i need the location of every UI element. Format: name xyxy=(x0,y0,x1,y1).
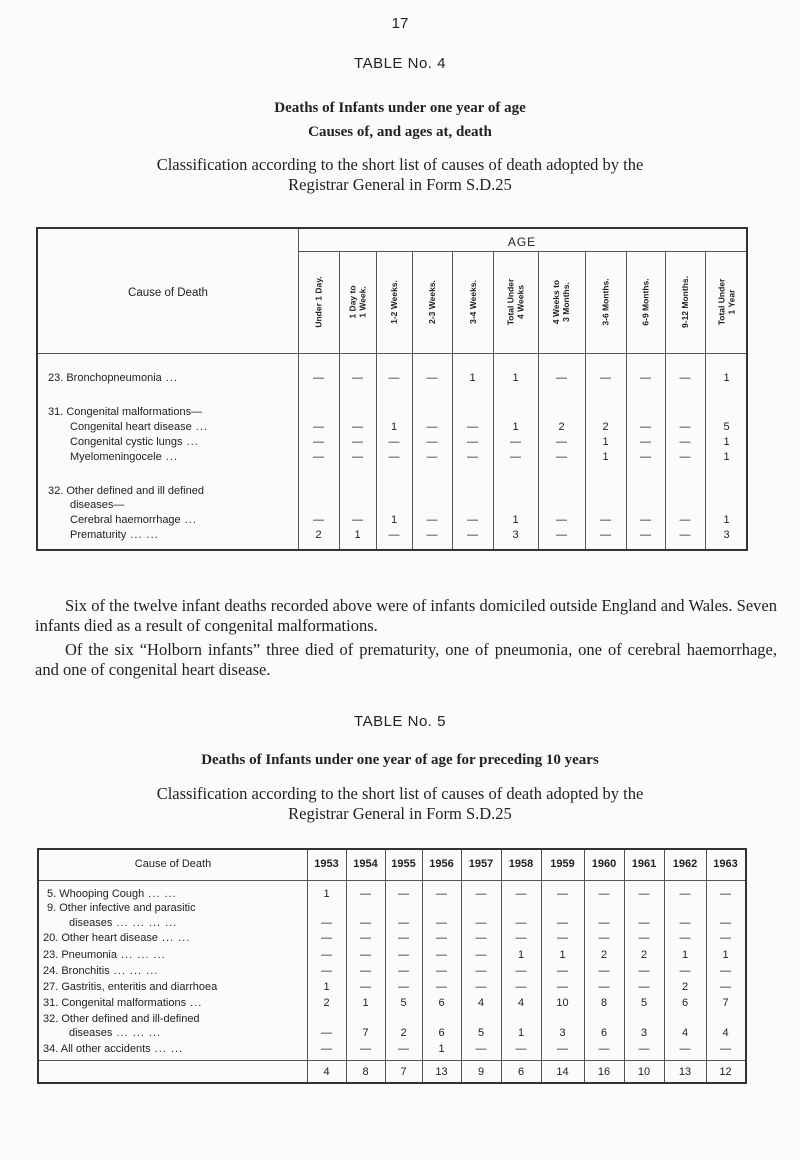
table-cell: — xyxy=(598,1043,610,1055)
table-cell: — xyxy=(436,981,447,993)
table-cell: — xyxy=(679,965,691,977)
table-cell: — xyxy=(475,888,487,900)
table-cell: 1 xyxy=(723,436,730,448)
table-cell: 6 xyxy=(681,997,689,1009)
row-label xyxy=(48,406,202,418)
table5-cause-header: Cause of Death xyxy=(134,858,212,870)
table-cell: 2 xyxy=(600,949,608,961)
table-cell: — xyxy=(467,451,478,463)
table-cell: — xyxy=(313,451,324,463)
table-cell: — xyxy=(515,965,527,977)
table-cell: — xyxy=(352,372,363,384)
table-cell: — xyxy=(352,514,363,526)
table-cell: — xyxy=(321,1043,332,1055)
table5-subtitle: Deaths of Infants under one year of age for preceding 10 years xyxy=(201,752,599,768)
table-cell: — xyxy=(679,888,691,900)
table-cell: 1 xyxy=(681,949,689,961)
table-cell: 1 xyxy=(390,514,398,526)
row-label-text: diseases xyxy=(69,917,113,929)
table-cell: — xyxy=(556,372,567,384)
column-header xyxy=(705,253,748,351)
table-cell: — xyxy=(598,981,610,993)
leader-dots: ... xyxy=(186,997,203,1009)
table-cell: 1 xyxy=(512,421,519,433)
table5-title: TABLE No. 5 xyxy=(354,713,446,730)
column-header xyxy=(376,253,412,351)
table-cell: — xyxy=(679,932,691,944)
table-cell: — xyxy=(679,436,691,448)
table-cell: — xyxy=(467,421,478,433)
table-cell: — xyxy=(640,372,651,384)
table-cell: — xyxy=(398,981,409,993)
table-cell: 1 xyxy=(512,514,519,526)
table-cell: — xyxy=(313,514,324,526)
table-cell: — xyxy=(388,372,400,384)
column-header-label: 6-9 Months. xyxy=(640,278,651,326)
table-cell: 5 xyxy=(477,1027,485,1039)
column-header-label: Total Under 1 Year xyxy=(716,278,737,326)
table-cell: — xyxy=(515,888,527,900)
table-cell: — xyxy=(321,1027,332,1039)
leader-dots: ... ... ... xyxy=(109,965,159,977)
column-header xyxy=(339,253,376,351)
table-cell: — xyxy=(398,949,409,961)
table-cell: — xyxy=(679,421,691,433)
table-cell: — xyxy=(598,917,610,929)
row-label xyxy=(70,529,159,541)
leader-dots: ... ... ... xyxy=(112,1027,162,1039)
table-cell: — xyxy=(679,917,691,929)
table-cell: — xyxy=(426,436,438,448)
table-cell: — xyxy=(556,529,567,541)
leader-dots: ... ... xyxy=(150,1043,184,1055)
total-cell: 10 xyxy=(637,1066,651,1078)
column-header-label: 1 Day to 1 Week. xyxy=(347,285,368,319)
table-cell: — xyxy=(515,932,527,944)
totals-divider xyxy=(39,1060,745,1061)
table-cell: — xyxy=(321,949,332,961)
table-cell: — xyxy=(557,917,568,929)
paragraph-2: Of the six “Holborn infants” three died of prematurity, one of pneumonia, one of cerebral haemorrhage, and one of congenital heart disease. xyxy=(35,640,777,679)
row-label-text: 20. Other heart disease xyxy=(43,932,158,944)
leader-dots: ... xyxy=(182,436,199,448)
column-header-label: 3-4 Weeks. xyxy=(467,280,478,324)
table-cell: 7 xyxy=(722,997,729,1009)
table-cell: — xyxy=(426,529,438,541)
row-label-text: Prematurity xyxy=(70,529,127,541)
table-cell: — xyxy=(360,1043,371,1055)
row-label xyxy=(69,1027,161,1039)
table-cell: — xyxy=(360,888,371,900)
table-cell: 1 xyxy=(438,1043,445,1055)
age-divider xyxy=(298,251,746,252)
table-cell: 6 xyxy=(600,1027,608,1039)
table-cell: — xyxy=(475,949,487,961)
row-label-text: 23. Bronchopneumonia xyxy=(48,372,162,384)
table-cell: — xyxy=(720,1043,731,1055)
table-cell: 1 xyxy=(323,888,330,900)
table-cell: 4 xyxy=(477,997,485,1009)
table-cell: 2 xyxy=(558,421,565,433)
table-cell: — xyxy=(556,451,567,463)
row-label xyxy=(70,421,208,433)
leader-dots: ... ... xyxy=(126,529,159,541)
table-cell: — xyxy=(600,372,611,384)
header-divider xyxy=(38,353,746,354)
row-label xyxy=(70,499,124,511)
column-header-label: 2-3 Weeks. xyxy=(427,280,438,324)
page-number: 17 xyxy=(391,15,409,32)
table-cell: — xyxy=(398,1043,409,1055)
table-cell: 1 xyxy=(602,436,609,448)
table-cell: 1 xyxy=(517,1027,525,1039)
table-cell: — xyxy=(388,529,400,541)
table-cell: — xyxy=(638,1043,650,1055)
table-cell: — xyxy=(679,372,691,384)
table-cell: — xyxy=(638,917,650,929)
table-cell: — xyxy=(321,965,332,977)
table-cell: — xyxy=(515,1043,527,1055)
table-cell: — xyxy=(557,932,568,944)
table-cell: 6 xyxy=(438,997,445,1009)
column-header xyxy=(585,253,626,351)
table-cell: 1 xyxy=(390,421,398,433)
table-cell: 3 xyxy=(640,1027,648,1039)
year-header: 1956 xyxy=(429,858,454,870)
total-cell: 13 xyxy=(678,1066,692,1078)
table-cell: — xyxy=(436,932,447,944)
table-cell: — xyxy=(475,981,487,993)
column-header-label: 4 Weeks to 3 Months. xyxy=(551,279,572,325)
table-cell: — xyxy=(556,436,567,448)
table-cell: — xyxy=(557,888,568,900)
year-header: 1957 xyxy=(468,858,494,870)
row-label-text: diseases— xyxy=(70,499,125,511)
table-cell: — xyxy=(426,514,438,526)
table-cell: — xyxy=(720,981,731,993)
table-cell: 5 xyxy=(723,421,730,433)
total-cell: 7 xyxy=(400,1066,407,1078)
table-cell: — xyxy=(360,949,371,961)
column-header-label: Under 1 Day. xyxy=(313,276,324,328)
table-cell: — xyxy=(557,981,568,993)
year-header: 1962 xyxy=(672,858,698,870)
table-cell: — xyxy=(388,451,400,463)
row-label-text: Congenital heart disease xyxy=(70,421,192,433)
row-label xyxy=(48,485,204,497)
table-cell: 1 xyxy=(723,372,730,384)
table-cell: — xyxy=(600,529,611,541)
table-cell: — xyxy=(360,932,371,944)
year-header: 1954 xyxy=(353,858,378,870)
table-cell: — xyxy=(640,421,651,433)
table-cell: 1 xyxy=(362,997,369,1009)
row-label-text: Myelomeningocele xyxy=(70,451,162,463)
table-cell: — xyxy=(436,917,447,929)
table-cell: 5 xyxy=(640,997,648,1009)
table-cell: — xyxy=(557,965,568,977)
table5 xyxy=(37,848,747,1084)
row-label-text: 31. Congenital malformations xyxy=(43,997,187,1009)
table4-title: TABLE No. 4 xyxy=(354,55,446,72)
table-cell: — xyxy=(640,436,651,448)
total-cell: 16 xyxy=(597,1066,611,1078)
table-cell: — xyxy=(556,514,567,526)
table-cell: — xyxy=(398,917,409,929)
table-cell: 4 xyxy=(681,1027,689,1039)
row-label xyxy=(43,981,217,993)
table-cell: 1 xyxy=(722,949,729,961)
table-cell: — xyxy=(360,981,371,993)
table-cell: 1 xyxy=(602,451,609,463)
row-label xyxy=(43,932,190,944)
table-cell: — xyxy=(352,451,363,463)
row-label xyxy=(70,436,199,448)
total-cell: 8 xyxy=(362,1066,369,1078)
leader-dots: ... xyxy=(161,372,178,384)
table-cell: — xyxy=(467,529,478,541)
table-cell: — xyxy=(398,888,409,900)
table5-classification-2: Registrar General in Form S.D.25 xyxy=(288,804,512,823)
table-cell: 3 xyxy=(559,1027,566,1039)
column-header xyxy=(626,253,665,351)
row-label xyxy=(43,949,166,961)
table-cell: — xyxy=(475,932,487,944)
leader-dots: ... ... xyxy=(157,932,191,944)
row-label-text: 23. Pneumonia xyxy=(43,949,117,961)
row-label-text: 9. Other infective and parasitic xyxy=(47,902,196,914)
row-label-text: 5. Whooping Cough xyxy=(47,888,145,900)
table-cell: 5 xyxy=(400,997,407,1009)
row-label xyxy=(70,514,197,526)
column-header xyxy=(452,253,493,351)
table-cell: 1 xyxy=(469,372,476,384)
row-label xyxy=(69,917,177,929)
table-cell: — xyxy=(360,965,371,977)
column-header-label: Total Under 4 Weeks xyxy=(505,278,526,326)
table4 xyxy=(36,227,748,551)
table-cell: — xyxy=(598,965,610,977)
table-cell: — xyxy=(426,421,438,433)
paragraph-1: Six of the twelve infant deaths recorded above were of infants domiciled outside England and Wales. Seven infants died as a result of congenital malformations. xyxy=(35,596,777,635)
table-cell: — xyxy=(598,888,610,900)
table-cell: — xyxy=(436,965,447,977)
row-label xyxy=(43,1013,200,1025)
table-cell: — xyxy=(679,451,691,463)
table-cell: 1 xyxy=(723,514,730,526)
total-cell: 12 xyxy=(719,1066,732,1078)
leader-dots: ... xyxy=(180,514,197,526)
table-cell: — xyxy=(352,436,363,448)
row-label-text: 34. All other accidents xyxy=(43,1043,151,1055)
table-cell: — xyxy=(515,981,527,993)
cause-of-death-header: Cause of Death xyxy=(128,287,208,299)
table-cell: — xyxy=(720,917,731,929)
table-cell: — xyxy=(360,917,371,929)
table-cell: 8 xyxy=(600,997,608,1009)
table-cell: — xyxy=(640,529,651,541)
table-cell: — xyxy=(679,1043,691,1055)
year-header: 1960 xyxy=(591,858,617,870)
row-label xyxy=(47,902,196,914)
total-cell: 4 xyxy=(323,1066,330,1078)
table-cell: 4 xyxy=(722,1027,729,1039)
year-header: 1955 xyxy=(391,858,416,870)
table-cell: — xyxy=(679,514,691,526)
column-header-label: 1-2 Weeks. xyxy=(389,280,400,324)
table-cell: — xyxy=(313,421,324,433)
table-cell: — xyxy=(352,421,363,433)
leader-dots: ... ... ... ... xyxy=(112,917,178,929)
table-cell: 3 xyxy=(723,529,730,541)
table4-classification-1: Classification according to the short list of causes of death adopted by the xyxy=(156,155,644,174)
column-header-label: 3-6 Months. xyxy=(600,278,611,326)
row-label xyxy=(43,997,202,1009)
row-label-text: diseases xyxy=(69,1027,113,1039)
table-cell: — xyxy=(679,529,691,541)
row-label-text: 31. Congenital malformations— xyxy=(48,406,203,418)
row-label-text: Cerebral haemorrhage xyxy=(70,514,181,526)
year-header: 1959 xyxy=(550,858,575,870)
row-label-text: 32. Other defined and ill defined xyxy=(48,485,204,497)
row-label-text: 27. Gastritis, enteritis and diarrhoea xyxy=(43,981,218,993)
table-cell: — xyxy=(598,932,610,944)
row-label xyxy=(48,372,178,384)
table4-subtitle-2: Causes of, and ages at, death xyxy=(308,124,492,140)
total-cell: 6 xyxy=(517,1066,525,1078)
row-label xyxy=(43,1043,183,1055)
table-cell: 2 xyxy=(640,949,648,961)
table-cell: 10 xyxy=(556,997,569,1009)
header-divider xyxy=(39,880,745,881)
leader-dots: ... ... xyxy=(144,888,177,900)
table-cell: — xyxy=(321,917,332,929)
table-cell: 1 xyxy=(517,949,525,961)
leader-dots: ... xyxy=(191,421,208,433)
table-cell: — xyxy=(388,436,400,448)
total-cell: 13 xyxy=(435,1066,448,1078)
table4-subtitle-1: Deaths of Infants under one year of age xyxy=(274,100,526,116)
table-cell: 4 xyxy=(517,997,525,1009)
column-header xyxy=(493,253,538,351)
table-cell: — xyxy=(638,932,650,944)
table-cell: — xyxy=(515,917,527,929)
year-header: 1963 xyxy=(713,858,738,870)
year-header: 1953 xyxy=(314,858,339,870)
table-cell: — xyxy=(321,932,332,944)
table-cell: 1 xyxy=(323,981,330,993)
table-cell: — xyxy=(398,965,409,977)
column-header xyxy=(412,253,452,351)
table-cell: — xyxy=(638,981,650,993)
table-cell: — xyxy=(436,888,447,900)
row-label xyxy=(47,888,177,900)
table-cell: — xyxy=(313,436,324,448)
table-cell: — xyxy=(720,888,731,900)
year-header: 1958 xyxy=(508,858,534,870)
table-cell: 1 xyxy=(354,529,361,541)
table-cell: 2 xyxy=(400,1027,407,1039)
table-cell: — xyxy=(557,1043,568,1055)
leader-dots: ... xyxy=(161,451,178,463)
table-cell: — xyxy=(467,436,478,448)
leader-dots: ... ... ... xyxy=(117,949,166,961)
table-cell: 1 xyxy=(559,949,566,961)
table-cell: — xyxy=(510,451,521,463)
table-cell: 2 xyxy=(602,421,609,433)
table-cell: — xyxy=(313,372,324,384)
total-cell: 14 xyxy=(556,1066,569,1078)
table-cell: 7 xyxy=(362,1027,369,1039)
row-label xyxy=(43,965,158,977)
column-header xyxy=(665,253,705,351)
table-cell: — xyxy=(475,917,487,929)
table-cell: — xyxy=(720,965,731,977)
table-cell: 3 xyxy=(512,529,519,541)
table-cell: 2 xyxy=(323,997,330,1009)
table-cell: — xyxy=(467,514,478,526)
table-cell: — xyxy=(426,372,438,384)
table-cell: — xyxy=(638,888,650,900)
table-cell: — xyxy=(475,1043,487,1055)
row-label xyxy=(70,451,178,463)
table-cell: — xyxy=(640,451,651,463)
age-header: AGE xyxy=(507,235,537,249)
table-cell: — xyxy=(436,949,447,961)
table-cell: 6 xyxy=(438,1027,445,1039)
table-cell: — xyxy=(600,514,611,526)
table-cell: — xyxy=(510,436,521,448)
table5-classification-1: Classification according to the short list of causes of death adopted by the xyxy=(156,784,644,803)
table-cell: — xyxy=(640,514,651,526)
table-cell: — xyxy=(475,965,487,977)
column-header xyxy=(298,253,339,351)
table-cell: 1 xyxy=(512,372,519,384)
row-label-text: 24. Bronchitis xyxy=(43,965,110,977)
column-header xyxy=(538,253,585,351)
table-cell: 2 xyxy=(315,529,322,541)
table-cell: — xyxy=(720,932,731,944)
row-label-text: Congenital cystic lungs xyxy=(70,436,183,448)
column-header-label: 9-12 Months. xyxy=(680,276,691,328)
table-cell: — xyxy=(638,965,650,977)
total-cell: 9 xyxy=(477,1066,485,1078)
table4-classification-2: Registrar General in Form S.D.25 xyxy=(288,175,512,194)
table-cell: — xyxy=(426,451,438,463)
row-label-text: 32. Other defined and ill-defined xyxy=(43,1013,200,1025)
table-cell: — xyxy=(398,932,409,944)
table-cell: 2 xyxy=(681,981,689,993)
year-header: 1961 xyxy=(631,858,657,870)
table-cell: 1 xyxy=(723,451,730,463)
